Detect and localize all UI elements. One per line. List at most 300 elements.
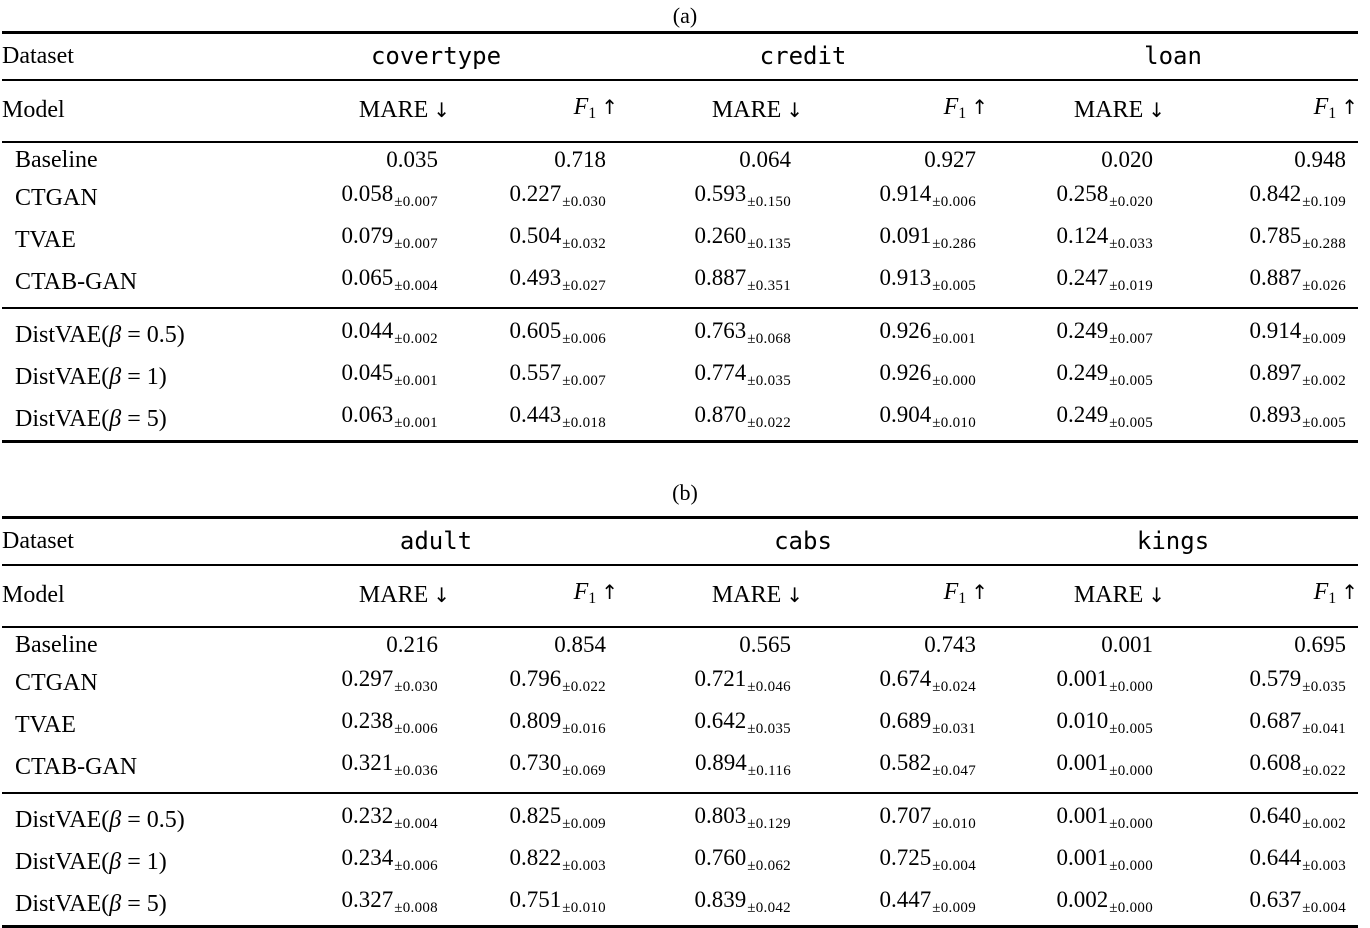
metric-header [988,80,1165,142]
std-dev-subscript: ±0.030 [394,679,438,695]
metric-value: 0.216 [386,632,438,657]
std-dev-subscript: ±0.069 [562,763,606,779]
std-dev-subscript: ±0.027 [562,278,607,294]
metric-header [618,565,803,627]
std-dev-subscript: ±0.010 [932,816,977,832]
metric-value: 0.504 [509,223,562,248]
std-dev-subscript: ±0.031 [932,721,977,737]
table-row [2,883,1358,927]
table-row [2,793,1358,841]
metric-value: 0.249 [1056,360,1109,385]
metric-value: 0.001 [1056,750,1109,775]
metric-value-cell [803,883,988,927]
std-dev-subscript: ±0.004 [1302,900,1347,916]
metric-value-cell [803,177,988,219]
metric-value: 0.079 [341,223,394,248]
metric-header-row [2,80,1358,142]
std-dev-subscript: ±0.010 [562,900,606,916]
metric-value-cell [988,261,1165,308]
std-dev-subscript: ±0.001 [394,373,438,389]
metric-name: MARE [711,582,782,608]
metric-value: 0.058 [341,181,394,206]
metric-value-cell [618,142,803,177]
std-dev-subscript: ±0.032 [562,236,607,252]
metric-value-cell [450,142,618,177]
std-dev-subscript: ±0.009 [1302,331,1347,347]
metric-value-cell [618,627,803,662]
metric-value-cell [450,356,618,398]
metric-header [1165,80,1358,142]
metric-value-cell [803,219,988,261]
arrow-up-icon: ↑ [971,580,989,604]
table-body [2,142,1358,442]
metric-name: F [573,579,589,605]
metric-value: 0.760 [694,845,747,870]
table-body [2,627,1358,927]
metric-header [618,80,803,142]
model-name-cell: DistVAE(β = 1) [15,364,167,390]
metric-name: MARE [1073,97,1144,123]
arrow-down-icon: ↓ [1148,583,1166,607]
metric-value: 0.730 [509,750,562,775]
std-dev-subscript: ±0.150 [747,194,792,210]
beta-symbol: β [109,891,122,917]
metric-value: 0.065 [341,265,394,290]
std-dev-subscript: ±0.000 [1109,679,1154,695]
metric-name: F [943,579,959,605]
std-dev-subscript: ±0.005 [1109,721,1154,737]
metric-value-cell [803,841,988,883]
metric-value-cell [803,356,988,398]
std-dev-subscript: ±0.116 [747,763,791,779]
results-table-b [2,516,1358,928]
table-panel-b [0,477,1370,928]
dataset-header-label: Dataset [2,33,254,81]
dataset-header-label: Dataset [2,518,254,566]
metric-value-cell [450,261,618,308]
beta-symbol: β [109,849,122,875]
metric-value: 0.674 [879,666,932,691]
model-name-cell: Baseline [15,632,98,658]
metric-value-cell [450,177,618,219]
metric-value-cell [254,356,450,398]
metric-value-cell [803,142,988,177]
metric-value-cell [254,219,450,261]
metric-value-cell [1165,883,1358,927]
arrow-down-icon: ↓ [786,583,803,607]
metric-value: 0.839 [694,887,747,912]
metric-name: MARE [358,97,429,123]
metric-value: 0.565 [739,632,791,657]
model-name-cell: TVAE [15,227,76,253]
metric-value-cell [254,704,450,746]
metric-value-cell [988,177,1165,219]
metric-value-cell [618,177,803,219]
beta-symbol: β [109,406,122,432]
metric-value: 0.948 [1294,147,1347,172]
std-dev-subscript: ±0.022 [1302,763,1347,779]
metric-value-cell [450,793,618,841]
std-dev-subscript: ±0.351 [747,278,792,294]
std-dev-subscript: ±0.000 [1109,900,1154,916]
metric-value-cell [1165,356,1358,398]
std-dev-subscript: ±0.001 [394,415,438,431]
metric-value-cell [450,627,618,662]
std-dev-subscript: ±0.046 [747,679,791,695]
metric-value-cell [1165,627,1358,662]
table-row [2,398,1358,442]
metric-subscript: 1 [958,590,967,607]
std-dev-subscript: ±0.026 [1302,278,1347,294]
metric-value: 0.725 [879,845,932,870]
model-name-cell: Baseline [15,147,98,173]
metric-name: F [1313,579,1329,605]
metric-value: 0.894 [695,750,747,775]
std-dev-subscript: ±0.288 [1302,236,1347,252]
dataset-name: cabs [618,518,988,566]
std-dev-subscript: ±0.006 [394,721,438,737]
model-name-cell: CTAB-GAN [15,754,138,780]
model-name-cell: DistVAE(β = 5) [15,406,167,432]
std-dev-subscript: ±0.005 [1302,415,1347,431]
metric-value-cell [254,746,450,793]
table-row [2,177,1358,219]
metric-value-cell [803,793,988,841]
metric-value-cell [618,356,803,398]
metric-value: 0.913 [879,265,932,290]
metric-value: 0.493 [509,265,562,290]
arrow-down-icon: ↓ [1148,98,1166,122]
std-dev-subscript: ±0.008 [394,900,438,916]
metric-value-cell [1165,219,1358,261]
metric-value-cell [1165,841,1358,883]
std-dev-subscript: ±0.135 [747,236,792,252]
metric-value: 0.238 [341,708,394,733]
metric-value-cell [618,219,803,261]
metric-value-cell [1165,662,1358,704]
metric-header [254,565,450,627]
std-dev-subscript: ±0.003 [1302,858,1347,874]
metric-value: 0.803 [694,803,747,828]
metric-value-cell [1165,142,1358,177]
metric-value: 0.640 [1249,803,1302,828]
dataset-name: covertype [254,33,618,81]
metric-value: 0.796 [509,666,562,691]
metric-value-cell [988,841,1165,883]
std-dev-subscript: ±0.042 [747,900,791,916]
std-dev-subscript: ±0.035 [747,721,791,737]
std-dev-subscript: ±0.002 [394,331,438,347]
table-row [2,704,1358,746]
table-caption-a: (a) [672,3,698,28]
metric-value: 0.608 [1249,750,1302,775]
metric-value-cell [803,398,988,442]
metric-value: 0.321 [341,750,394,775]
metric-value-cell [450,662,618,704]
metric-value: 0.247 [1056,265,1109,290]
metric-name: F [1313,94,1329,120]
metric-value: 0.091 [879,223,932,248]
metric-value-cell [988,219,1165,261]
metric-subscript: 1 [588,105,597,122]
std-dev-subscript: ±0.006 [394,858,438,874]
std-dev-subscript: ±0.009 [932,900,977,916]
metric-value: 0.258 [1056,181,1109,206]
metric-value-cell [988,793,1165,841]
model-name-cell: CTGAN [15,185,98,211]
metric-value: 0.124 [1056,223,1109,248]
table-row [2,356,1358,398]
beta-symbol: β [109,364,122,390]
metric-value: 0.249 [1056,318,1109,343]
std-dev-subscript: ±0.007 [562,373,607,389]
metric-value: 0.887 [694,265,747,290]
metric-value-cell [254,841,450,883]
metric-value: 0.687 [1249,708,1302,733]
metric-value-cell [1165,177,1358,219]
metric-value: 0.695 [1294,632,1347,657]
metric-value: 0.842 [1249,181,1302,206]
dataset-header-row [2,518,1358,566]
metric-value: 0.774 [694,360,747,385]
metric-value-cell [254,142,450,177]
metric-value-cell [1165,261,1358,308]
metric-header [1165,565,1358,627]
metric-value-cell [1165,308,1358,356]
metric-value: 0.260 [694,223,747,248]
table-head [2,33,1358,143]
metric-value-cell [254,793,450,841]
table-row [2,219,1358,261]
metric-value-cell [618,746,803,793]
metric-header-row [2,565,1358,627]
metric-value: 0.751 [509,887,562,912]
metric-value-cell [618,793,803,841]
metric-value: 0.926 [879,318,932,343]
metric-value: 0.644 [1249,845,1302,870]
std-dev-subscript: ±0.006 [932,194,977,210]
std-dev-subscript: ±0.035 [1302,679,1347,695]
metric-value-cell [803,704,988,746]
metric-value: 0.045 [341,360,394,385]
dataset-name: credit [618,33,988,81]
metric-value-cell [450,398,618,442]
metric-value: 0.785 [1249,223,1302,248]
metric-value: 0.001 [1056,845,1109,870]
metric-name: MARE [358,582,429,608]
metric-value: 0.870 [694,402,747,427]
metric-value: 0.718 [554,147,607,172]
metric-value-cell [618,398,803,442]
metric-value: 0.063 [341,402,394,427]
arrow-up-icon: ↑ [1341,580,1359,604]
std-dev-subscript: ±0.024 [932,679,977,695]
dataset-name: kings [988,518,1358,566]
model-name-cell: DistVAE(β = 5) [15,891,167,917]
std-dev-subscript: ±0.286 [932,236,977,252]
metric-value-cell [1165,746,1358,793]
table-row [2,662,1358,704]
arrow-up-icon: ↑ [601,95,619,119]
metric-value-cell [254,308,450,356]
metric-value-cell [254,662,450,704]
metric-value-cell [618,261,803,308]
metric-value-cell [450,841,618,883]
metric-value: 0.020 [1101,147,1154,172]
table-row [2,308,1358,356]
std-dev-subscript: ±0.005 [1109,373,1154,389]
metric-value: 0.904 [879,402,932,427]
model-name-cell: CTGAN [15,670,98,696]
metric-value: 0.605 [509,318,562,343]
metric-value-cell [803,261,988,308]
metric-value-cell [618,704,803,746]
metric-value: 0.637 [1249,887,1302,912]
metric-name: MARE [1073,582,1144,608]
metric-value-cell [803,627,988,662]
std-dev-subscript: ±0.016 [562,721,606,737]
metric-value-cell [618,662,803,704]
metric-value: 0.914 [1249,318,1302,343]
std-dev-subscript: ±0.000 [1109,816,1154,832]
std-dev-subscript: ±0.007 [394,236,438,252]
metric-header [803,80,988,142]
arrow-up-icon: ↑ [601,580,618,604]
metric-value-cell [254,883,450,927]
dataset-header-row [2,33,1358,81]
results-table-a [2,31,1358,443]
model-name-cell: DistVAE(β = 1) [15,849,167,875]
metric-value-cell [803,308,988,356]
metric-value-cell [450,308,618,356]
beta-symbol: β [109,807,122,833]
std-dev-subscript: ±0.020 [1109,194,1154,210]
metric-value: 0.001 [1056,666,1109,691]
std-dev-subscript: ±0.000 [1109,858,1154,874]
std-dev-subscript: ±0.018 [562,415,607,431]
model-header-label: Model [2,565,254,627]
table-row [2,841,1358,883]
std-dev-subscript: ±0.003 [562,858,606,874]
table-caption-b: (b) [672,480,698,505]
table-row [2,627,1358,662]
metric-value-cell [254,261,450,308]
model-name-cell: DistVAE(β = 0.5) [2,308,254,356]
std-dev-subscript: ±0.035 [747,373,792,389]
metric-value: 0.707 [879,803,932,828]
std-dev-subscript: ±0.033 [1109,236,1154,252]
std-dev-subscript: ±0.019 [1109,278,1154,294]
metric-value-cell [988,704,1165,746]
metric-value: 0.297 [341,666,394,691]
metric-value-cell [988,883,1165,927]
table-panel-a [0,0,1370,443]
table-row [2,261,1358,308]
table-row [2,142,1358,177]
metric-subscript: 1 [588,590,597,607]
metric-name: MARE [711,97,782,123]
metric-value: 0.689 [879,708,932,733]
metric-value-cell [988,398,1165,442]
metric-value: 0.447 [879,887,932,912]
metric-value: 0.557 [509,360,562,385]
metric-value: 0.010 [1056,708,1109,733]
arrow-down-icon: ↓ [433,583,450,607]
metric-value: 0.064 [739,147,792,172]
arrow-down-icon: ↓ [786,98,804,122]
table-row [2,746,1358,793]
std-dev-subscript: ±0.004 [394,278,438,294]
metric-value: 0.035 [386,147,438,172]
metric-value: 0.579 [1249,666,1302,691]
std-dev-subscript: ±0.022 [747,415,792,431]
metric-value-cell [450,746,618,793]
metric-value-cell [988,746,1165,793]
std-dev-subscript: ±0.006 [562,331,607,347]
metric-value-cell [254,177,450,219]
model-header-label: Model [2,80,254,142]
model-name-cell: DistVAE(β = 0.5) [2,793,254,841]
std-dev-subscript: ±0.109 [1302,194,1347,210]
metric-header [803,565,988,627]
arrow-up-icon: ↑ [1341,95,1359,119]
metric-value: 0.926 [879,360,932,385]
metric-value: 0.249 [1056,402,1109,427]
metric-value-cell [1165,398,1358,442]
metric-value: 0.825 [509,803,562,828]
dataset-name: loan [988,33,1358,81]
std-dev-subscript: ±0.002 [1302,816,1347,832]
metric-value: 0.897 [1249,360,1302,385]
metric-value-cell [450,883,618,927]
metric-value-cell [450,219,618,261]
metric-value: 0.927 [924,147,977,172]
arrow-down-icon: ↓ [433,98,450,122]
metric-subscript: 1 [1328,590,1337,607]
metric-value: 0.582 [879,750,932,775]
std-dev-subscript: ±0.047 [932,763,977,779]
metric-value-cell [618,883,803,927]
metric-value-cell [1165,704,1358,746]
metric-value: 0.593 [694,181,747,206]
model-name-cell: CTAB-GAN [15,269,138,295]
metric-name: F [573,94,589,120]
metric-value: 0.001 [1056,803,1109,828]
metric-value-cell [618,308,803,356]
metric-value: 0.721 [694,666,747,691]
std-dev-subscript: ±0.007 [1109,331,1154,347]
std-dev-subscript: ±0.007 [394,194,438,210]
metric-value-cell [988,662,1165,704]
beta-symbol: β [109,322,122,348]
metric-value: 0.227 [509,181,562,206]
table-head [2,518,1358,628]
std-dev-subscript: ±0.005 [932,278,977,294]
metric-value: 0.743 [924,632,977,657]
dataset-name: adult [254,518,618,566]
std-dev-subscript: ±0.030 [562,194,607,210]
std-dev-subscript: ±0.000 [1109,763,1154,779]
metric-value-cell [803,746,988,793]
std-dev-subscript: ±0.062 [747,858,791,874]
metric-header [450,80,618,142]
metric-header [988,565,1165,627]
metric-value: 0.809 [509,708,562,733]
arrow-up-icon: ↑ [971,95,989,119]
metric-header [450,565,618,627]
metric-value: 0.232 [341,803,394,828]
std-dev-subscript: ±0.009 [562,816,606,832]
